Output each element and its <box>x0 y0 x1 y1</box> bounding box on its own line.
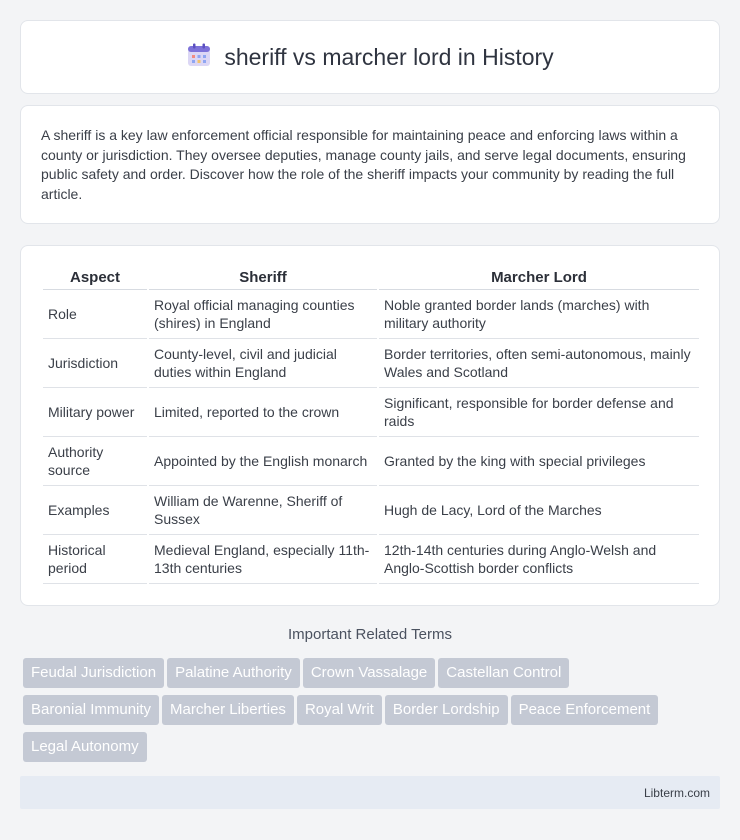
related-terms-list <box>23 658 723 769</box>
table-cell-sheriff: Medieval England, especially 11th-13th centuries <box>148 535 378 584</box>
related-terms-heading: Important Related Terms <box>288 626 452 643</box>
related-term-tag[interactable]: Feudal Jurisdiction <box>23 658 164 688</box>
table-cell-marcher-lord: Significant, responsible for border defense and raids <box>378 388 699 437</box>
column-header-marcher-lord: Marcher Lord <box>378 265 699 290</box>
table-row <box>43 535 699 584</box>
title-card <box>20 20 720 94</box>
related-term-tag[interactable]: Crown Vassalage <box>303 658 435 688</box>
column-header-sheriff: Sheriff <box>148 265 378 290</box>
table-cell-marcher-lord: Granted by the king with special privileges <box>378 437 699 486</box>
footer-site-link[interactable]: Libterm.com <box>643 785 710 800</box>
table-row <box>43 437 699 486</box>
table-cell-sheriff: William de Warenne, Sheriff of Sussex <box>148 486 378 535</box>
related-term-tag[interactable]: Peace Enforcement <box>511 695 659 725</box>
related-term-tag[interactable]: Marcher Liberties <box>162 695 294 725</box>
table-cell-aspect: Historical period <box>43 535 148 584</box>
table-cell-sheriff: Appointed by the English monarch <box>148 437 378 486</box>
comparison-table-card <box>20 245 720 606</box>
table-row <box>43 290 699 339</box>
table-cell-sheriff: Royal official managing counties (shires) in England <box>148 290 378 339</box>
related-term-tag[interactable]: Palatine Authority <box>167 658 300 688</box>
table-header-row <box>43 265 699 290</box>
table-cell-aspect: Examples <box>43 486 148 535</box>
column-header-aspect: Aspect <box>43 265 148 290</box>
table-cell-aspect: Military power <box>43 388 148 437</box>
table-cell-marcher-lord: Border territories, often semi-autonomous, mainly Wales and Scotland <box>378 339 699 388</box>
table-row <box>43 486 699 535</box>
table-row <box>43 339 699 388</box>
summary-text: A sheriff is a key law enforcement official responsible for maintaining peace and enforcing laws within a county or jurisdiction. They oversee deputies, manage county jails, and serve legal documents, ensuring public safety and order. Discover how the role of the sheriff impacts your community by reading the full article. <box>41 127 686 202</box>
table-cell-marcher-lord: Noble granted border lands (marches) with military authority <box>378 290 699 339</box>
table-cell-aspect: Role <box>43 290 148 339</box>
related-term-tag[interactable]: Legal Autonomy <box>23 732 147 762</box>
summary-card <box>20 105 720 224</box>
calendar-icon <box>186 42 212 73</box>
table-cell-aspect: Authority source <box>43 437 148 486</box>
related-term-tag[interactable]: Border Lordship <box>385 695 508 725</box>
related-term-tag[interactable]: Royal Writ <box>297 695 382 725</box>
table-cell-sheriff: County-level, civil and judicial duties within England <box>148 339 378 388</box>
related-term-tag[interactable]: Baronial Immunity <box>23 695 159 725</box>
related-term-tag[interactable]: Castellan Control <box>438 658 569 688</box>
table-cell-marcher-lord: 12th-14th centuries during Anglo-Welsh and Anglo-Scottish border conflicts <box>378 535 699 584</box>
table-cell-sheriff: Limited, reported to the crown <box>148 388 378 437</box>
table-cell-marcher-lord: Hugh de Lacy, Lord of the Marches <box>378 486 699 535</box>
footer <box>20 776 720 809</box>
table-cell-aspect: Jurisdiction <box>43 339 148 388</box>
comparison-table <box>43 265 699 584</box>
page-title: sheriff vs marcher lord in History <box>224 43 554 70</box>
table-row <box>43 388 699 437</box>
